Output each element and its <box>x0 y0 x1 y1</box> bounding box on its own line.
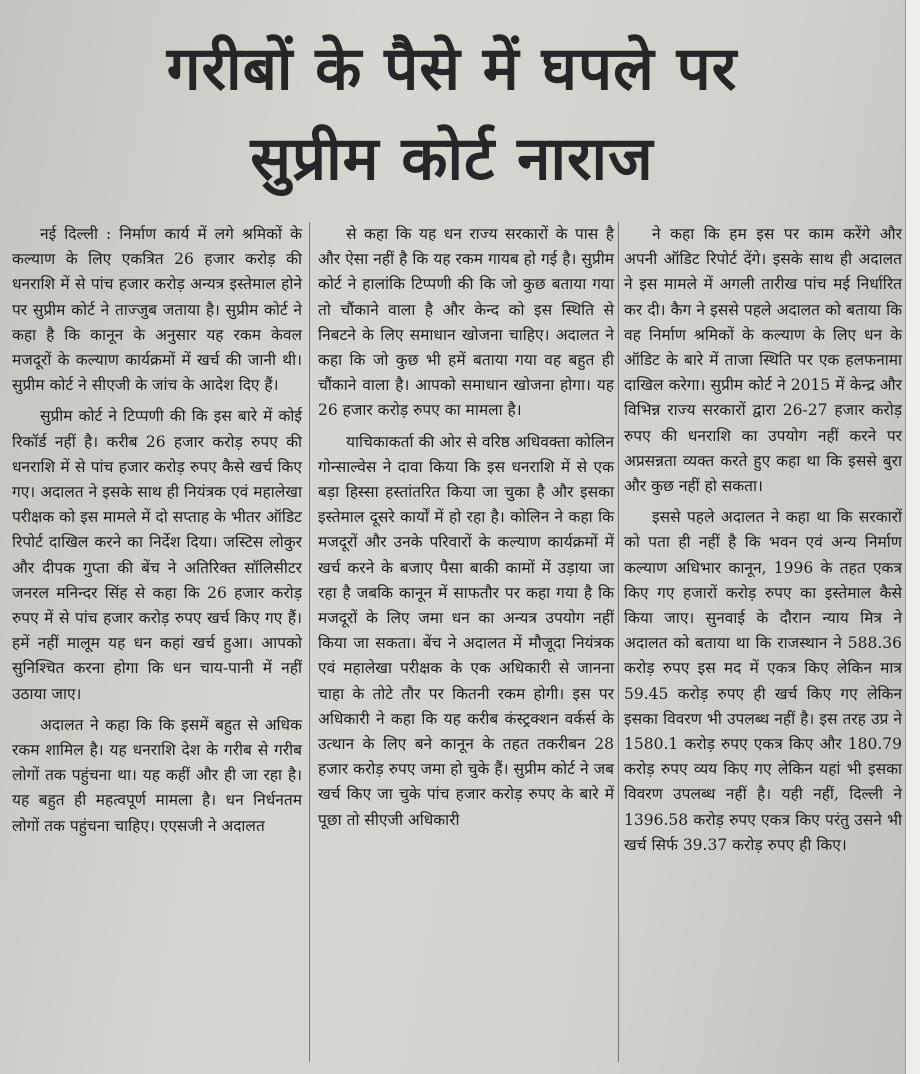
article-column-3 <box>624 222 902 864</box>
article-column-2 <box>318 222 614 839</box>
headline-line-2: सुप्रीम कोर्ट नाराज <box>250 124 654 194</box>
paragraph: ने कहा कि हम इस पर काम करेंगे और अपनी ऑडिट रिपोर्ट देंगे। इसके साथ ही अदालत ने इस मामले में अगली तारीख पांच मई निर्धारित कर दी। कैग ने इससे पहले अदालत को बताया कि वह निर्माण श्रमिकों के कल्याण के लिए धन के ऑडिट के बारे में ताजा स्थिति पर एक हलफनामा दाखिल करेगा। सुप्रीम कोर्ट ने 2015 में केन्द्र और विभिन्न राज्य सरकारों द्वारा 26-27 हजार करोड़ रुपए की धनराशि का उपयोग नहीं करने पर अप्रसन्नता व्यक्त करते हुए कहा था कि इससे बुरा और कुछ नहीं हो सकता। <box>624 225 902 496</box>
headline-line-1: गरीबों के पैसे में घपले पर <box>166 34 738 104</box>
adjacent-page-edge <box>905 0 920 1074</box>
article-column-1 <box>12 222 302 845</box>
paragraph: याचिकाकर्ता की ओर से वरिष्ठ अधिवक्ता कोलिन गोन्साल्वेस ने दावा किया कि इस धनराशि में से एक बड़ा हिस्सा हस्तांतरित किया जा चुका है और इसका इस्तेमाल दूसरे कार्यों में हो रहा है। कोलिन ने कहा कि मजदूरों और उनके परिवारों के कल्याण कार्यक्रमों में खर्च करने के बजाए पैसा बाकी कामों में उड़ाया जा रहा है जबकि कानून में साफतौर पर कहा गया है कि मजदूरों के लिए जमा धन का अन्यत्र उपयोग नहीं किया जा सकता। बेंच ने अदालत में मौजूदा नियंत्रक एवं महालेखा परीक्षक के एक अधिकारी से जानना चाहा के तोटे तौर पर कितनी रकम होगी। इस पर अधिकारी ने कहा कि यह करीब कंस्ट्रक्शन वर्कर्स के उत्थान के लिए बने कानून के तहत तकरीबन 28 हजार करोड़ रुपए जमा हो चुके हैं। सुप्रीम कोर्ट ने जब खर्च किए जा चुके पांच हजार करोड़ रुपए के बारे में पूछा तो सीएजी अधिकारी <box>318 432 614 829</box>
paragraph: से कहा कि यह धन राज्य सरकारों के पास है और ऐसा नहीं है कि यह रकम गायब हो गई है। सुप्रीम कोर्ट ने हालांकि टिप्पणी की कि जो कुछ बताया गया तो चौंकाने वाला है और केन्द को इस स्थिति से निबटने के लिए समाधान खोजना चाहिए। अदालत ने कहा कि जो कुछ भी हमें बताया गया वह बहुत ही चौंकाने वाला है। आपको समाधान खोजना होगा। यह 26 हजार करोड़ रुपए का मामला है। <box>318 225 614 420</box>
column-divider <box>618 222 619 1062</box>
paragraph: अदालत ने कहा कि कि इसमें बहुत से अधिक रकम शामिल है। यह धनराशि देश के गरीब से गरीब लोगों तक पहुंचना था। यह कहीं और ही जा रहा है। यह बहुत ही महत्वपूर्ण मामला है। धन निर्धनतम लोगों तक पहुंचना चाहिए। एएसजी ने अदालत <box>12 715 302 835</box>
paragraph: नई दिल्ली : निर्माण कार्य में लगे श्रमिकों के कल्याण के लिए एकत्रित 26 हजार करोड़ की धनराशि में से पांच हजार करोड़ अन्यत्र इस्तेमाल होने पर सुप्रीम कोर्ट ने ताज्जुब जताया है। सुप्रीम कोर्ट ने कहा है कि कानून के अनुसार यह रकम केवल मजदूरों के कल्याण कार्यक्रमों में खर्च की जानी थी। सुप्रीम कोर्ट ने सीएजी के जांच के आदेश दिए हैं। <box>12 225 302 395</box>
paragraph: सुप्रीम कोर्ट ने टिप्पणी की कि इस बारे में कोई रिकॉर्ड नहीं है। करीब 26 हजार करोड़ रुपए की धनराशि में से पांच हजार करोड़ रुपए कैसे खर्च किए गए। अदालत ने इसके साथ ही नियंत्रक एवं महालेखा परीक्षक को इस मामले में दो सप्ताह के भीतर ऑडिट रिपोर्ट दाखिल करने का निर्देश दिया। जस्टिस लोकुर और दीपक गुप्ता की बेंच ने अतिरिक्त सॉलिसीटर जनरल मनिन्दर सिंह से कहा कि 26 हजार करोड़ रुपए में से पांच हजार करोड़ रुपए खर्च किए गए हैं। हमें नहीं मालूम यह धन कहां खर्च हुआ। आपको सुनिश्चित करना होगा कि धन चाय-पानी में नहीं उठाया जाए। <box>12 407 302 703</box>
paragraph: इससे पहले अदालत ने कहा था कि सरकारों को पता ही नहीं है कि भवन एवं अन्य निर्माण कल्याण अधिभार कानून, 1996 के तहत एकत्र किए गए हजारों करोड़ रुपए का इस्तेमाल कैसे किया जाए। सुनवाई के दौरान न्याय मित्र ने अदालत को बताया था कि राजस्थान ने 588.36 करोड़ रुपए इस मद में एकत्र किए लेकिन मात्र 59.45 करोड़ रुपए ही खर्च किए गए लेकिन इसका विवरण भी उपलब्ध नहीं है। इस तरह उप्र ने 1580.1 करोड़ रुपए एकत्र किए और 180.79 करोड़ रुपए व्यय किए गए लेकिन यहां भी इसका विवरण उपलब्ध नहीं है। यही नहीं, दिल्ली ने 1396.58 करोड़ रुपए एकत्र किए परंतु उसने भी खर्च सिर्फ 39.37 करोड़ रुपए ही किए। <box>624 508 902 854</box>
column-divider <box>309 222 310 1062</box>
